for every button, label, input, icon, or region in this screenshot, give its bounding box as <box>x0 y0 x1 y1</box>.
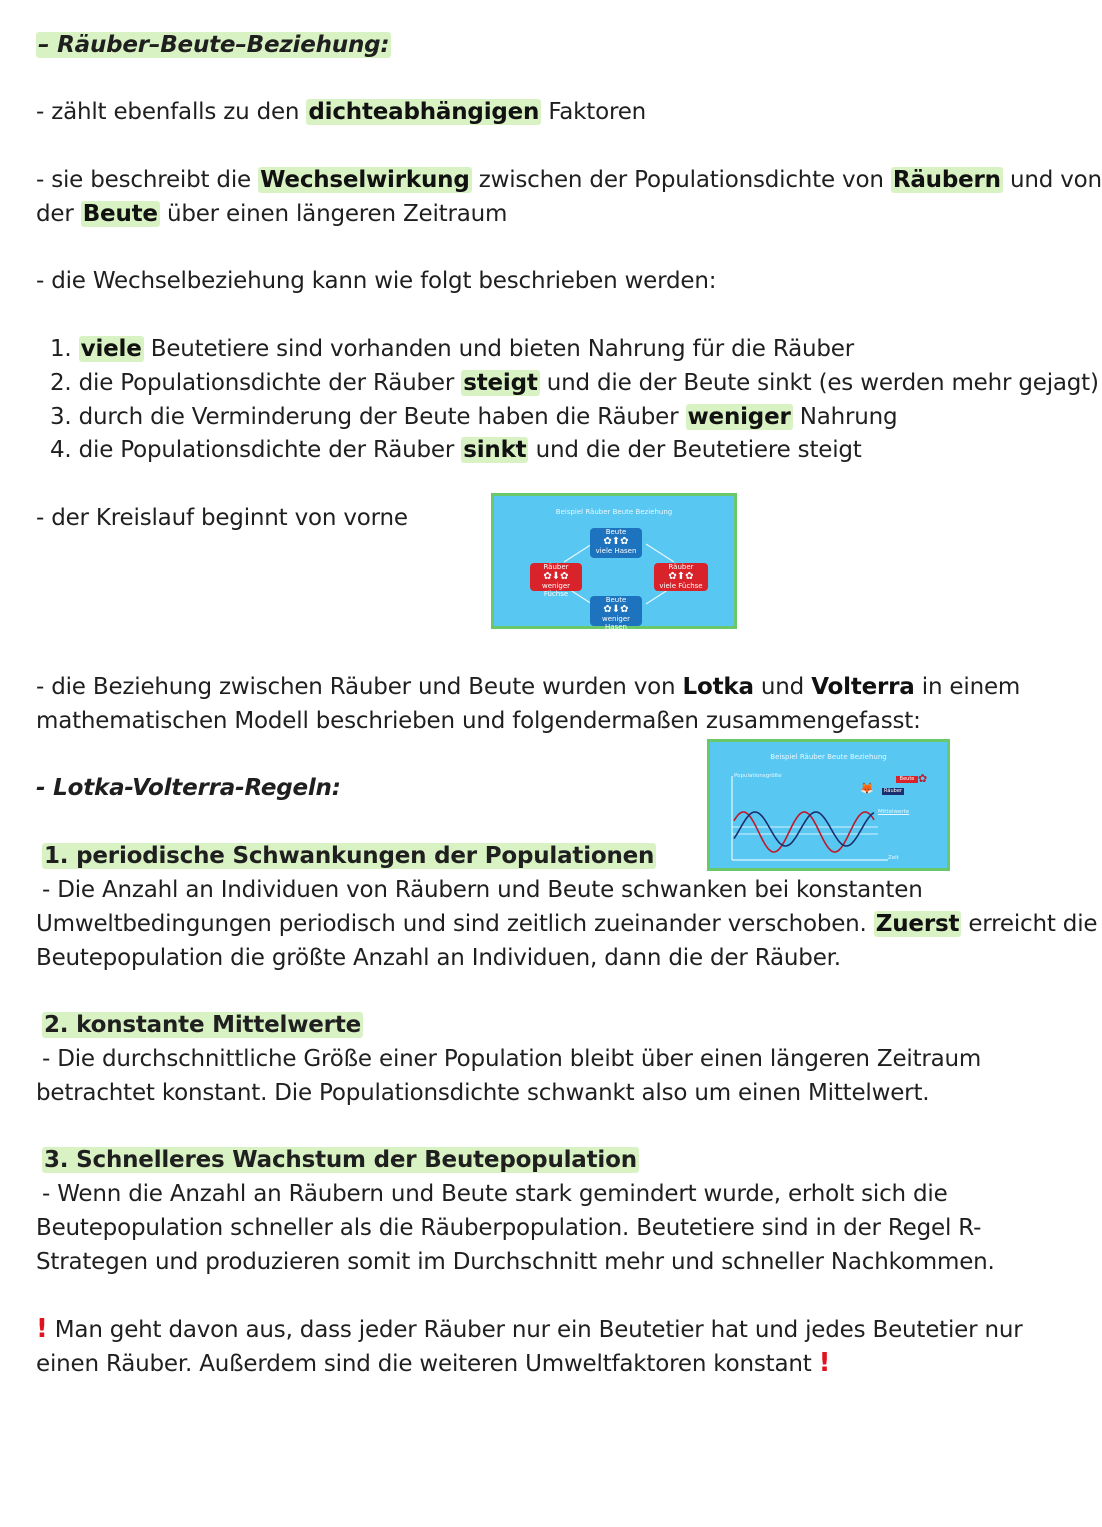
box-predator-few-sub: weniger Füchse <box>541 582 571 598</box>
rule1-title: 1. periodische Schwankungen der Populationen <box>44 843 655 869</box>
heading-lotka-volterra: - Lotka-Volterra-Regeln: <box>36 775 341 801</box>
legend-prey: Beute <box>896 776 918 783</box>
list-item-4: 4. die Populationsdichte der Räuber sinkt und die der Beutetiere steigt <box>50 437 862 463</box>
rule1-line3: Beutepopulation die größte Anzahl an Individuen, dann die der Räuber. <box>36 945 841 971</box>
predator-curve <box>734 812 874 846</box>
box-prey-many <box>590 528 642 558</box>
para-kreislauf: - der Kreislauf beginnt von vorne <box>36 505 408 531</box>
para-lotka-volterra-line1: - die Beziehung zwischen Räuber und Beute wurden von Lotka und Volterra in einem <box>36 674 1021 700</box>
x-axis-label: Zeit <box>888 855 899 861</box>
rule3-line3: Strategen und produzieren somit im Durchschnitt mehr und schneller Nachkommen. <box>36 1249 995 1275</box>
box-prey-few-sub: weniger Hasen <box>601 615 631 631</box>
y-axis-label: Populationsgröße <box>734 773 782 779</box>
rule3-line2: Beutepopulation schneller als die Räuberpopulation. Beutetiere sind in der Regel R- <box>36 1215 982 1241</box>
legend-predator: Räuber <box>882 788 904 795</box>
cycle-diagram <box>491 493 737 629</box>
population-graph-title: Beispiel Räuber Beute Beziehung <box>770 753 887 761</box>
rule2-line2: betrachtet konstant. Die Populationsdichte schwankt also um einen Mittelwert. <box>36 1080 930 1106</box>
heading-raeuber-beute: – Räuber–Beute–Beziehung: <box>38 32 390 58</box>
rabbit-icon: ✿ <box>918 772 928 785</box>
population-graph-plot <box>710 742 947 868</box>
note-line2: einen Räuber. Außerdem sind die weiteren Umweltfaktoren konstant ! <box>36 1348 831 1378</box>
warning-icon: ! <box>36 1314 48 1344</box>
list-item-1: 1. viele Beutetiere sind vorhanden und bieten Nahrung für die Räuber <box>50 336 854 362</box>
para-wechselbeziehung: - die Wechselbeziehung kann wie folgt beschrieben werden: <box>36 268 717 294</box>
box-predator-few <box>530 563 582 598</box>
arrow-left-top <box>564 544 592 562</box>
fox-up-icon: ✿⬆✿ <box>668 571 694 582</box>
para-lotka-volterra-line2: mathematischen Modell beschrieben und folgendermaßen zusammengefasst: <box>36 708 921 734</box>
box-prey-many-sub: viele Hasen <box>595 547 637 555</box>
warning-icon-end: ! <box>818 1348 831 1378</box>
rabbit-up-icon: ✿⬆✿ <box>603 536 629 547</box>
population-graph <box>707 739 950 871</box>
rule3-line1: - Wenn die Anzahl an Räubern und Beute stark gemindert wurde, erholt sich die <box>42 1181 948 1207</box>
list-item-3: 3. durch die Verminderung der Beute haben die Räuber weniger Nahrung <box>50 404 898 430</box>
box-prey-many-label: Beute <box>605 528 627 536</box>
para-wechselwirkung-line2: der Beute über einen längeren Zeitraum <box>36 201 508 227</box>
box-predator-many-sub: viele Füchse <box>659 582 703 590</box>
box-prey-few-label: Beute <box>605 596 627 604</box>
box-predator-many-label: Räuber <box>668 563 694 571</box>
list-item-2: 2. die Populationsdichte der Räuber steigt und die der Beute sinkt (es werden mehr gejagt) <box>50 370 1099 396</box>
box-predator-few-label: Räuber <box>543 563 569 571</box>
rule1-line2: Umweltbedingungen periodisch und sind zeitlich zueinander verschoben. Zuerst erreicht die <box>36 911 1098 937</box>
arrow-top-right <box>646 544 674 562</box>
rule3-title: 3. Schnelleres Wachstum der Beutepopulation <box>44 1147 637 1173</box>
mean-values-label: Mittelwerte <box>878 809 910 815</box>
rule1-line1: - Die Anzahl an Individuen von Räubern und Beute schwanken bei konstanten <box>42 877 923 903</box>
para-dichteabhaengig: - zählt ebenfalls zu den dichteabhängigen Faktoren <box>36 99 647 125</box>
rule2-line1: - Die durchschnittliche Größe einer Population bleibt über einen längeren Zeitraum <box>42 1046 982 1072</box>
note-line1: ! Man geht davon aus, dass jeder Räuber nur ein Beutetier hat und jedes Beutetier nur <box>36 1314 1023 1344</box>
prey-curve <box>734 812 874 852</box>
box-prey-few <box>590 596 642 631</box>
fox-down-icon: ✿⬇✿ <box>543 571 569 582</box>
fox-icon: 🦊 <box>860 782 874 795</box>
rabbit-down-icon: ✿⬇✿ <box>603 604 629 615</box>
box-predator-many <box>654 563 708 591</box>
para-wechselwirkung-line1: - sie beschreibt die Wechselwirkung zwischen der Populationsdichte von Räubern und von <box>36 167 1102 193</box>
rule2-title: 2. konstante Mittelwerte <box>44 1012 362 1038</box>
cycle-diagram-title: Beispiel Räuber Beute Beziehung <box>555 508 673 516</box>
